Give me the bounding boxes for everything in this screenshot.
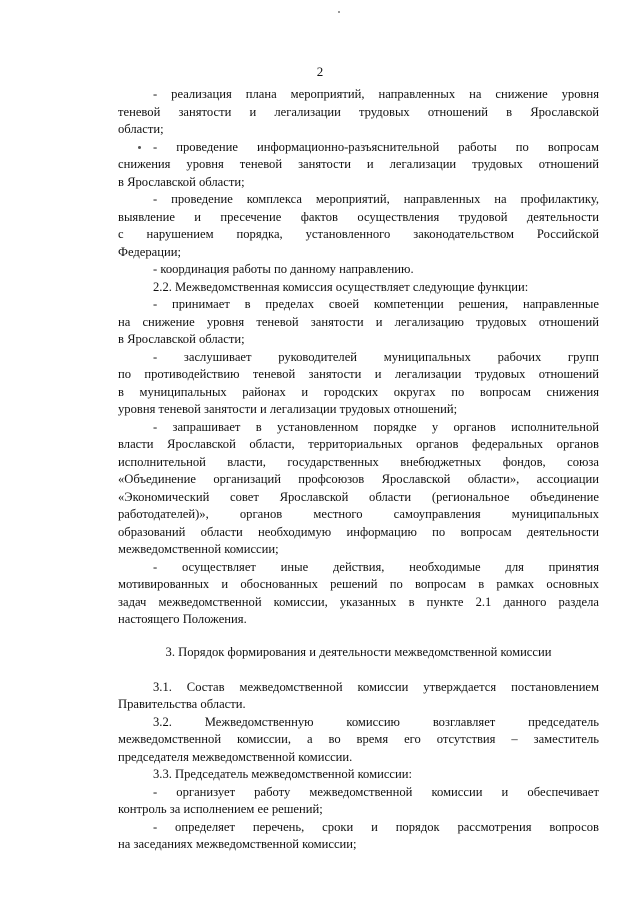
paragraph-line: исполнительной власти, государственных внебюджетных фондов, союза xyxy=(118,454,599,469)
paragraph-line: «Экономический совет Ярославской области (региональное объединение xyxy=(118,489,599,504)
paragraph-line: Правительства области. xyxy=(118,697,246,711)
paragraph-line: - запрашивает в установленном порядке у органов исполнительной xyxy=(153,419,599,434)
paragraph xyxy=(118,191,599,261)
paragraph-line: межведомственной комиссии, а во время его отсутствия – заместитель xyxy=(118,732,599,746)
paragraph xyxy=(118,714,599,767)
paragraph-line: на снижение уровня теневой занятости и легализацию трудовых отношений xyxy=(118,314,599,329)
paragraph-line: в муниципальных районах и городских округах по вопросам снижения xyxy=(118,384,599,399)
paragraph-line: Федерации; xyxy=(118,244,181,259)
paragraph-line: 3.2. Межведомственную комиссию возглавляет председатель xyxy=(153,714,599,729)
paragraph-line: в Ярославской области; xyxy=(118,174,245,189)
paragraph xyxy=(118,261,599,279)
paragraph-line: - принимает в пределах своей компетенции решения, направленные xyxy=(153,297,599,311)
paragraph-line: - определяет перечень, сроки и порядок рассмотрения вопросов xyxy=(153,819,599,834)
document-body xyxy=(118,86,599,854)
paragraph xyxy=(118,784,599,819)
paragraph-line: образований области необходимую информацию по вопросам деятельности xyxy=(118,524,599,539)
paragraph-line: контроль за исполнением ее решений; xyxy=(118,802,323,816)
paragraph-line: председателя межведомственной комиссии. xyxy=(118,749,353,764)
paragraph-line: 3.3. Председатель межведомственной комиссии: xyxy=(153,767,412,781)
paragraph-line: по противодействию теневой занятости и легализации трудовых отношений xyxy=(118,367,599,381)
paragraph-line: 2.2. Межведомственная комиссия осуществляет следующие функции: xyxy=(153,279,529,294)
paragraph-line: - реализация плана мероприятий, направленных на снижение уровня xyxy=(153,87,599,101)
paragraph-line: задач межведомственной комиссии, указанных в пункте 2.1 данного раздела xyxy=(118,594,599,609)
section-3-heading: 3. Порядок формирования и деятельности межведомственной комиссии xyxy=(165,644,552,659)
paragraph xyxy=(118,679,599,714)
paragraph xyxy=(118,819,599,854)
paragraph-line: - заслушивает руководителей муниципальных рабочих групп xyxy=(153,349,599,364)
paragraph xyxy=(118,349,599,419)
paragraph-line: 3.1. Состав межведомственной комиссии утверждается постановлением xyxy=(153,679,599,694)
paragraph-line: выявление и пресечение фактов осуществления трудовой деятельности xyxy=(118,209,599,224)
spacer xyxy=(118,629,599,639)
paragraph xyxy=(118,559,599,629)
paragraph-line: настоящего Положения. xyxy=(118,612,247,626)
paragraph xyxy=(118,279,599,297)
paragraph-line: мотивированных и обоснованных решений по вопросам в рамках основных xyxy=(118,577,599,591)
paragraph-line: - организует работу межведомственной комиссии и обеспечивает xyxy=(153,784,599,799)
paragraph-line: власти Ярославской области, территориальных органов федеральных органов xyxy=(118,437,599,451)
paragraph-line: снижения уровня теневой занятости и легализации трудовых отношений xyxy=(118,157,599,171)
paragraph-line: в Ярославской области; xyxy=(118,332,245,346)
paragraph-line: работодателей)», органов местного самоуправления муниципальных xyxy=(118,507,599,521)
paragraph-line: - осуществляет иные действия, необходимые для принятия xyxy=(153,559,599,574)
paragraph-line: - проведение информационно-разъяснительной работы по вопросам xyxy=(153,139,599,154)
paragraph-line: с нарушением порядка, установленного законодательством Российской xyxy=(118,227,599,241)
paragraph-line: области; xyxy=(118,122,164,136)
scan-speck xyxy=(338,11,340,13)
paragraph-line: теневой занятости и легализации трудовых отношений в Ярославской xyxy=(118,104,599,119)
paragraph-line: - координация работы по данному направлению. xyxy=(153,262,414,276)
paragraph xyxy=(118,139,599,192)
paragraph xyxy=(118,86,599,139)
section-3-body xyxy=(118,679,599,854)
paragraph-line: межведомственной комиссии; xyxy=(118,542,279,556)
spacer xyxy=(118,661,599,679)
paragraph xyxy=(118,419,599,559)
paragraph xyxy=(118,296,599,349)
section-2-continuation xyxy=(118,86,599,629)
paragraph-line: - проведение комплекса мероприятий, направленных на профилактику, xyxy=(153,192,599,206)
paragraph-line: уровня теневой занятости и легализации трудовых отношений; xyxy=(118,402,458,416)
page-number: 2 xyxy=(316,64,324,79)
paragraph-line: «Объединение организаций профсоюзов Ярославской области», ассоциации xyxy=(118,472,599,486)
paragraph-line: на заседаниях межведомственной комиссии; xyxy=(118,837,357,851)
paragraph xyxy=(118,766,599,784)
